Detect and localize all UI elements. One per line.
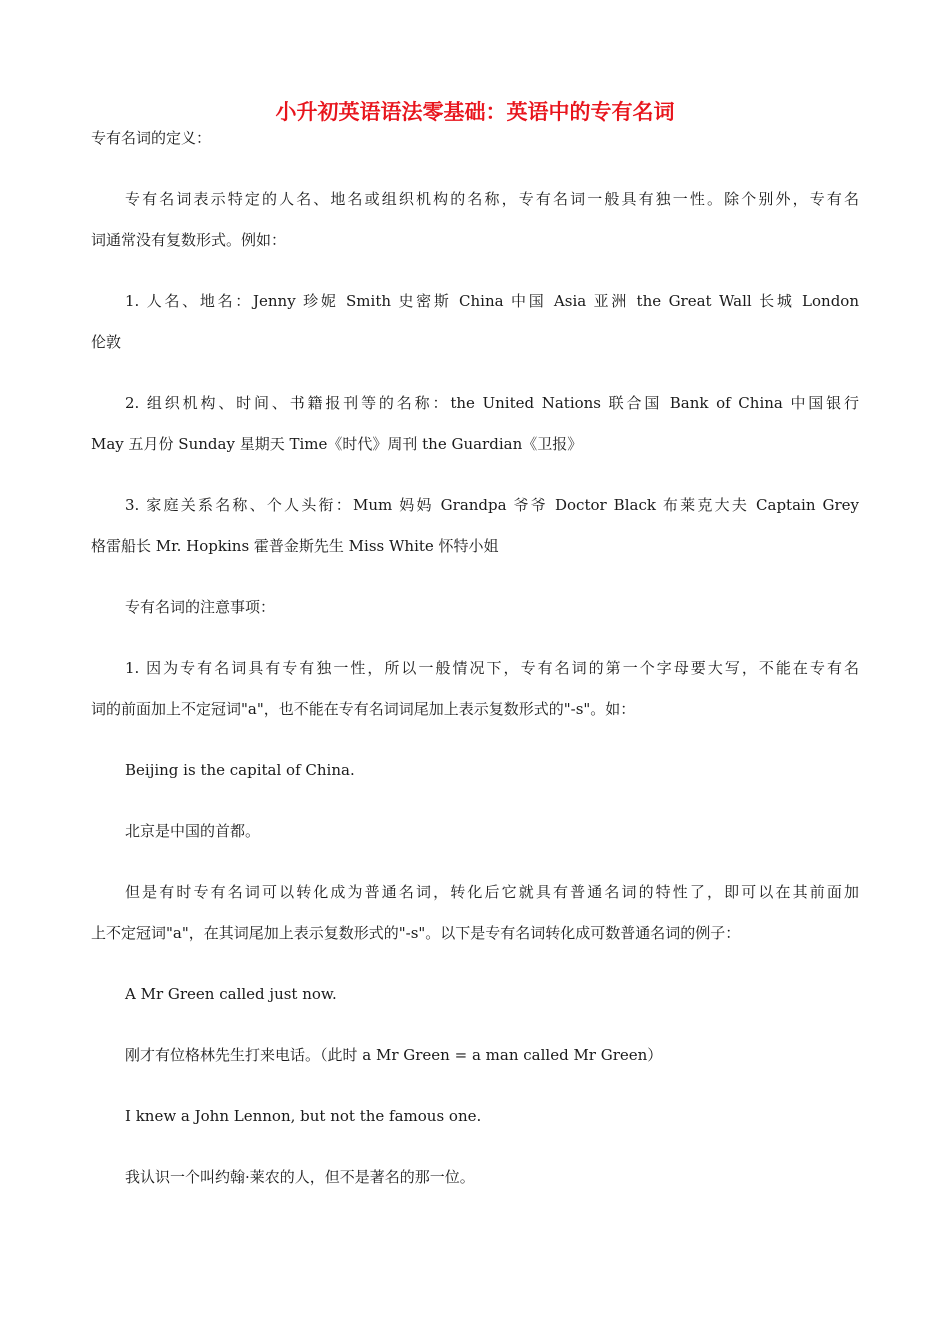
- example-item-1-line-1: 1. 人名、地名：Jenny 珍妮 Smith 史密斯 China 中国 Asia 亚洲 the Great Wall 长城 London: [125, 292, 859, 310]
- definition-para-line-2: 词通常没有复数形式。例如：: [91, 231, 287, 249]
- conversion-para-line-2: 上不定冠词"a"，在其词尾加上表示复数形式的"-s"。以下是专有名词转化成可数普通名词的例子：: [91, 924, 741, 942]
- example-item-3-line-2: 格雷船长 Mr. Hopkins 霍普金斯先生 Miss White 怀特小姐: [91, 537, 499, 555]
- example-item-3-line-1: 3. 家庭关系名称、个人头衔：Mum 妈妈 Grandpa 爷爷 Doctor Black 布莱克大夫 Captain Grey: [125, 496, 859, 514]
- example-item-2-line-2: May 五月份 Sunday 星期天 Time《时代》周刊 the Guardian《卫报》: [91, 435, 583, 453]
- example-item-2-line-1: 2. 组织机构、时间、书籍报刊等的名称：the United Nations 联合国 Bank of China 中国银行: [125, 394, 859, 412]
- example-sentence-english-3: I knew a John Lennon, but not the famous one.: [125, 1107, 482, 1125]
- example-sentence-english-1: Beijing is the capital of China.: [125, 761, 355, 779]
- example-item-1-line-2: 伦敦: [91, 333, 122, 351]
- example-sentence-english-2: A Mr Green called just now.: [125, 985, 337, 1003]
- note-1-line-1: 1. 因为专有名词具有专有独一性，所以一般情况下，专有名词的第一个字母要大写，不能在专有名: [125, 659, 859, 677]
- notes-heading: 专有名词的注意事项：: [125, 598, 276, 616]
- example-sentence-chinese-2: 刚才有位格林先生打来电话。（此时 a Mr Green = a man called Mr Green）: [125, 1046, 663, 1064]
- note-1-line-2: 词的前面加上不定冠词"a"，也不能在专有名词词尾加上表示复数形式的"-s"。如：: [91, 700, 636, 718]
- conversion-para-line-1: 但是有时专有名词可以转化成为普通名词，转化后它就具有普通名词的特性了，即可以在其前面加: [125, 883, 859, 901]
- definition-para-line-1: 专有名词表示特定的人名、地名或组织机构的名称，专有名词一般具有独一性。除个别外，专有名: [125, 190, 859, 208]
- example-sentence-chinese-3: 我认识一个叫约翰·莱农的人，但不是著名的那一位。: [125, 1168, 475, 1186]
- definition-heading: 专有名词的定义：: [91, 129, 212, 147]
- page-title: 小升初英语语法零基础：英语中的专有名词: [275, 99, 675, 124]
- example-sentence-chinese-1: 北京是中国的首都。: [125, 822, 261, 840]
